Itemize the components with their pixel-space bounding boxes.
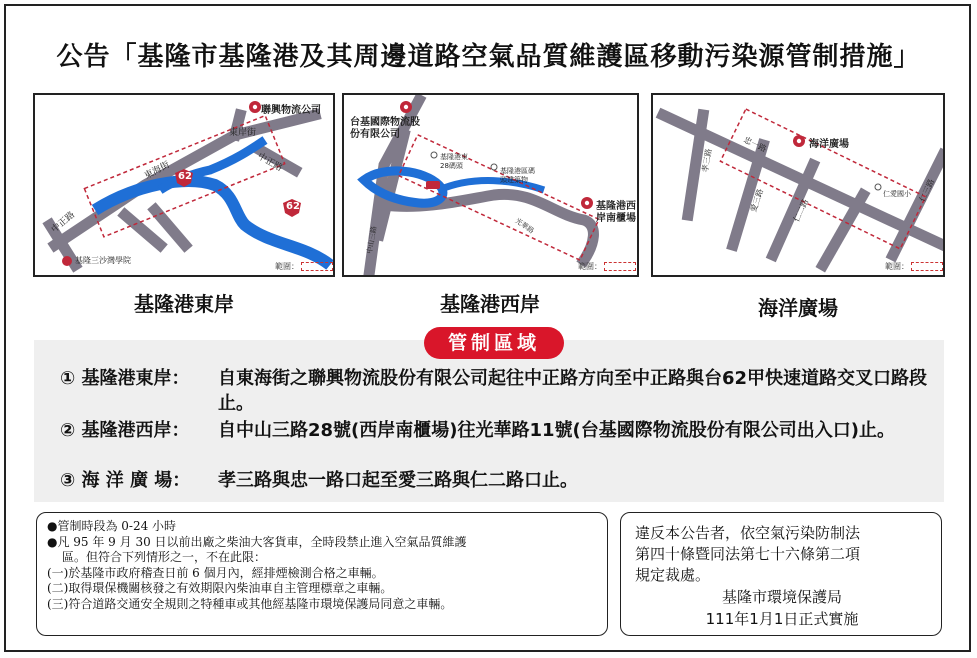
zone-row-plaza — [60, 468, 950, 494]
map-plaza-caption: 海洋廣場 — [758, 296, 838, 320]
zone-text: 孝三路與忠一路口起至愛三路與仁二路口止。 — [218, 470, 578, 491]
map-plaza-scale — [885, 261, 943, 272]
map-west-road1-label: 光華路 — [513, 216, 536, 236]
map-east-scale — [275, 261, 333, 272]
page-title: 公告「基隆市基隆港及其周邊道路空氣品質維護區移動污染源管制措施」 — [56, 42, 921, 72]
effective-date: 111年1月1日正式實施 — [705, 610, 859, 628]
map-west-scale-swatch — [604, 262, 636, 271]
map-west-scale-label: 範圍： — [578, 262, 602, 271]
map-west-poi1-label: 基隆港東28碼頭 — [440, 153, 468, 170]
map-plaza-road2-label: 孝三路 — [700, 147, 714, 174]
map-east-bank-drawing — [35, 95, 335, 277]
notes-ban-cont: 區。但符合下列情形之一，不在此限： — [62, 550, 267, 564]
map-ocean-plaza-drawing — [653, 95, 945, 277]
issuing-agency: 基隆市環境保護局 — [721, 588, 842, 606]
zone-label: ① 基隆港東岸： — [60, 368, 190, 389]
map-west-poi2-label: 基隆港區碼頭建築物 — [500, 167, 535, 184]
map-east-road3-label: 中正路 — [49, 210, 78, 236]
map-west-caption: 基隆港西岸 — [440, 292, 540, 316]
notes-item: (一)於基隆市政府稽查日前 6 個月內，經排煙檢測合格之車輛。 — [47, 565, 384, 580]
map-east-caption: 基隆港東岸 — [134, 292, 234, 316]
map-plaza-scale-label: 範圍： — [885, 262, 909, 271]
map-east-shield1: 62 — [178, 171, 192, 182]
zone-row-west — [60, 418, 950, 468]
notes-item: (三)符合道路交通安全規則之特種車或其他經基隆市環境保護局同意之車輛。 — [47, 596, 453, 611]
exemption-notes — [36, 512, 608, 636]
map-plaza-poi-label: 仁愛國小 — [883, 190, 911, 198]
map-west-company-label: 台基國際物流股份有限公司 — [350, 117, 420, 140]
zone-text: 自中山三路28號(西岸南櫃場)往光華路11號(台基國際物流股份有限公司出入口)止。 — [218, 420, 896, 441]
zone-title-badge: 管制區域 — [424, 327, 564, 359]
map-east-company-label: 聯興物流公司 — [261, 105, 321, 116]
map-east-road4-label: 中正路 — [255, 151, 284, 174]
map-plaza-road5-label: 仁三路 — [917, 177, 937, 204]
map-east-shield2: 62 — [286, 201, 300, 212]
map-west-terminal-label: 基隆港西岸南櫃場 — [596, 201, 636, 224]
map-ocean-plaza — [651, 93, 945, 277]
map-east-road2-label: 東岸街 — [229, 128, 257, 138]
notes-item: (二)取得環保機關核發之有效期限內柴油車自主管理標章之車輛。 — [47, 581, 393, 595]
map-plaza-scale-swatch — [911, 262, 943, 271]
notes-hours: ●管制時段為 0-24 小時 — [47, 519, 177, 533]
zone-text: 自東海街之聯興物流股份有限公司起往中正路方向至中正路與台62甲快速道路交叉口路段止。 — [218, 368, 928, 414]
map-east-agency-label: 基隆三沙灣學院 — [75, 256, 131, 265]
map-plaza-road3-label: 愛三路 — [749, 187, 765, 214]
map-west-scale — [578, 261, 636, 272]
penalty-box — [620, 512, 942, 636]
map-west-bank — [342, 93, 639, 277]
map-east-road1-label: 東海街 — [142, 160, 172, 182]
map-plaza-road1-label: 忠一路 — [742, 135, 768, 154]
penalty-line: 規定裁處。 — [635, 566, 711, 584]
penalty-line: 違反本公告者，依空氣污染防制法 — [635, 524, 861, 542]
notes-ban: ●凡 95 年 9 月 30 日以前出廠之柴油大客貨車，全時段禁止進入空氣品質維護 — [47, 534, 467, 549]
map-east-scale-label: 範圍： — [275, 262, 299, 271]
map-east-bank — [33, 93, 335, 277]
map-west-road2-label: 中山三路 — [365, 225, 379, 255]
map-east-scale-swatch — [301, 262, 333, 271]
map-plaza-label: 海洋廣場 — [809, 139, 849, 150]
zone-row-east — [60, 366, 950, 416]
penalty-line: 第四十條暨同法第七十六條第二項 — [635, 545, 861, 563]
map-plaza-road4-label: 仁二路 — [791, 197, 811, 224]
zone-label: ③ 海 洋 廣 場： — [60, 470, 191, 491]
zone-label: ② 基隆港西岸： — [60, 420, 190, 441]
